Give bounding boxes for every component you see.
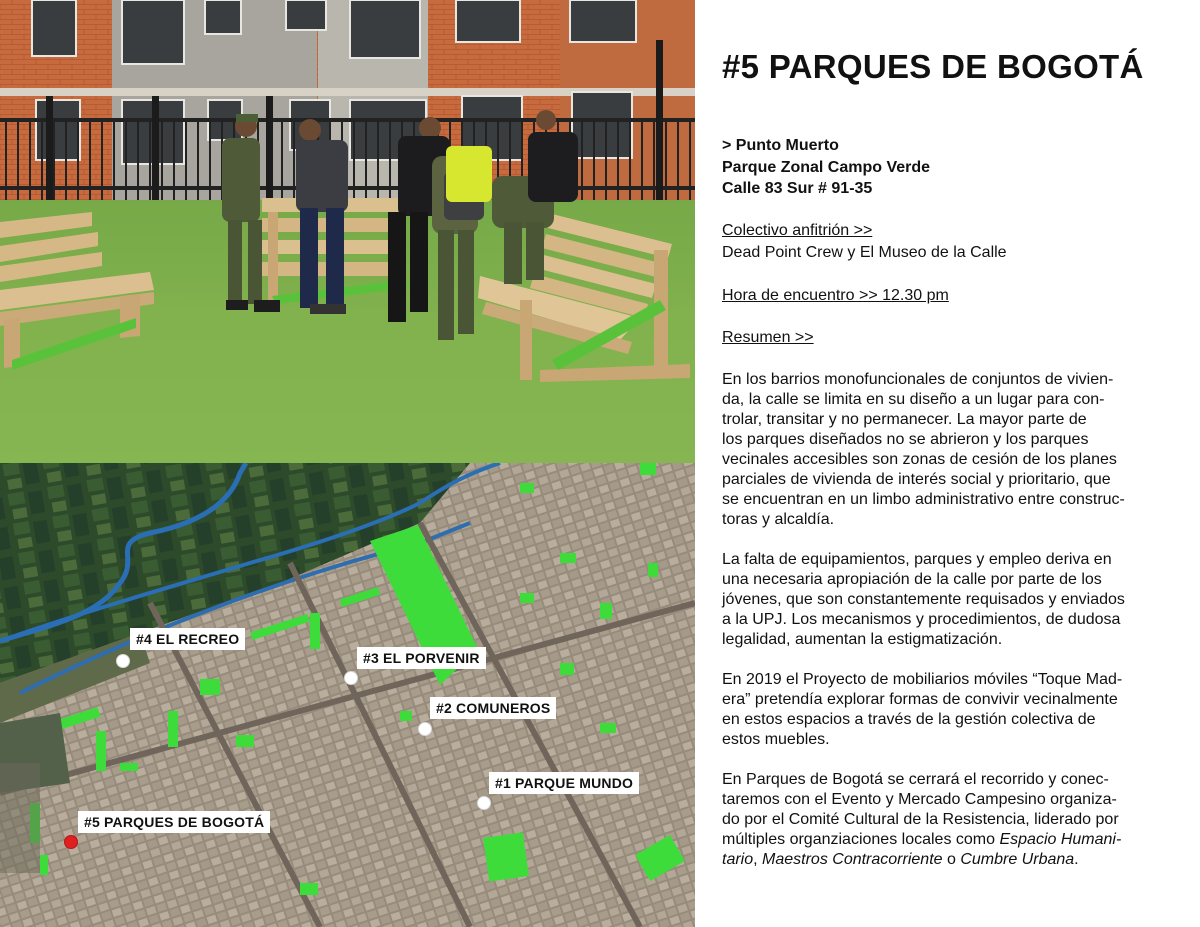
map-label-porvenir: #3 EL PORVENIR: [357, 647, 486, 669]
location-block: [722, 135, 1162, 200]
meeting-time-label: Hora de encuentro >> 12.30 pm: [722, 286, 949, 304]
host-value: Dead Point Crew y El Museo de la Calle: [722, 243, 1007, 261]
map-label-recreo: #4 EL RECREO: [130, 628, 245, 650]
paragraph-3-line: estos muebles.: [722, 730, 830, 748]
map-label-parques-de-bogota: #5 PARQUES DE BOGOTÁ: [78, 811, 270, 833]
map-point-recreo[interactable]: [116, 654, 130, 668]
paragraph-4-line: En Parques de Bogotá se cerrará el recorrido y conec-: [722, 770, 1109, 788]
park-photo: [0, 0, 695, 463]
org-cumbre-urbana: Cumbre Urbana: [960, 850, 1075, 868]
meeting-time: [722, 286, 1162, 306]
summary-label: Resumen >>: [722, 328, 814, 346]
summary-heading: [722, 328, 1162, 348]
paragraph-1-line: se encuentran en un limbo administrativo entre construc-: [722, 490, 1125, 508]
location-line-2: Parque Zonal Campo Verde: [722, 158, 931, 176]
map-point-porvenir[interactable]: [344, 671, 358, 685]
org-espacio-humanitario-cont: tario: [722, 850, 754, 868]
page-title: #5 PARQUES DE BOGOTÁ: [722, 48, 1144, 85]
paragraph-2-line: a la UPJ. Los mecanismos y procedimientos, de dudosa: [722, 610, 1121, 628]
paragraph-2-line: La falta de equipamientos, parques y empleo deriva en: [722, 550, 1112, 568]
paragraph-1-line: los parques diseñados no se abrieron y los parques: [722, 430, 1089, 448]
separator: ,: [753, 850, 763, 868]
location-line-3: Calle 83 Sur # 91-35: [722, 180, 873, 197]
paragraph-2: [722, 550, 1162, 650]
paragraph-1-line: En los barrios monofuncionales de conjuntos de vivien-: [722, 370, 1114, 388]
map-point-parque-mundo[interactable]: [477, 796, 491, 810]
paragraph-4-line: [722, 850, 1162, 870]
paragraph-1-line: trolar, transitar y no permanecer. La mayor parte de: [722, 410, 1087, 428]
paragraph-1-line: parciales de vivienda de interés social y prioritario, que: [722, 470, 1111, 488]
paragraph-2-line: legalidad, aumentan la estigmatización.: [722, 630, 1003, 648]
paragraph-3: [722, 670, 1162, 750]
host-block: [722, 220, 1162, 264]
paragraph-4-line: taremos con el Evento y Mercado Campesino organiza-: [722, 790, 1117, 808]
map-label-parque-mundo: #1 PARQUE MUNDO: [489, 772, 639, 794]
location-line-1: > Punto Muerto: [722, 137, 839, 154]
paragraph-1-line: vecinales accesibles son zonas de cesión de los planes: [722, 450, 1117, 468]
paragraph-3-line: era” pretendía explorar formas de convivir vecinalmente: [722, 690, 1118, 708]
paragraph-3-line: En 2019 el Proyecto de mobiliarios móviles “Toque Mad-: [722, 670, 1123, 688]
neighborhood-map: [0, 463, 695, 927]
paragraph-2-line: una necesaria apropiación de la calle por parte de los: [722, 570, 1102, 588]
paragraph-1-line: toras y alcaldía.: [722, 510, 835, 528]
event-description: [722, 48, 1162, 870]
paragraph-1-line: da, la calle se limita en su diseño a un lugar para con-: [722, 390, 1105, 408]
paragraph-3-line: en estos espacios a través de la gestión colectiva de: [722, 710, 1096, 728]
separator: o: [942, 850, 961, 868]
paragraph-4-line: [722, 830, 1162, 850]
paragraph-4-line: do por el Comité Cultural de la Resistencia, liderado por: [722, 810, 1119, 828]
map-point-parques-de-bogota[interactable]: [64, 835, 78, 849]
map-label-comuneros: #2 COMUNEROS: [430, 697, 556, 719]
paragraph-4-text: múltiples organziaciones locales como: [722, 830, 1000, 848]
paragraph-2-line: jóvenes, que son constantemente requisados y enviados: [722, 590, 1125, 608]
host-label: Colectivo anfitrión >>: [722, 221, 873, 239]
paragraph-4: [722, 770, 1162, 870]
org-maestros-contracorriente: Maestros Contracorriente: [762, 850, 943, 868]
org-espacio-humanitario: Espacio Humani-: [999, 830, 1122, 848]
paragraph-1: [722, 370, 1162, 530]
period: .: [1074, 850, 1079, 868]
map-point-comuneros[interactable]: [418, 722, 432, 736]
